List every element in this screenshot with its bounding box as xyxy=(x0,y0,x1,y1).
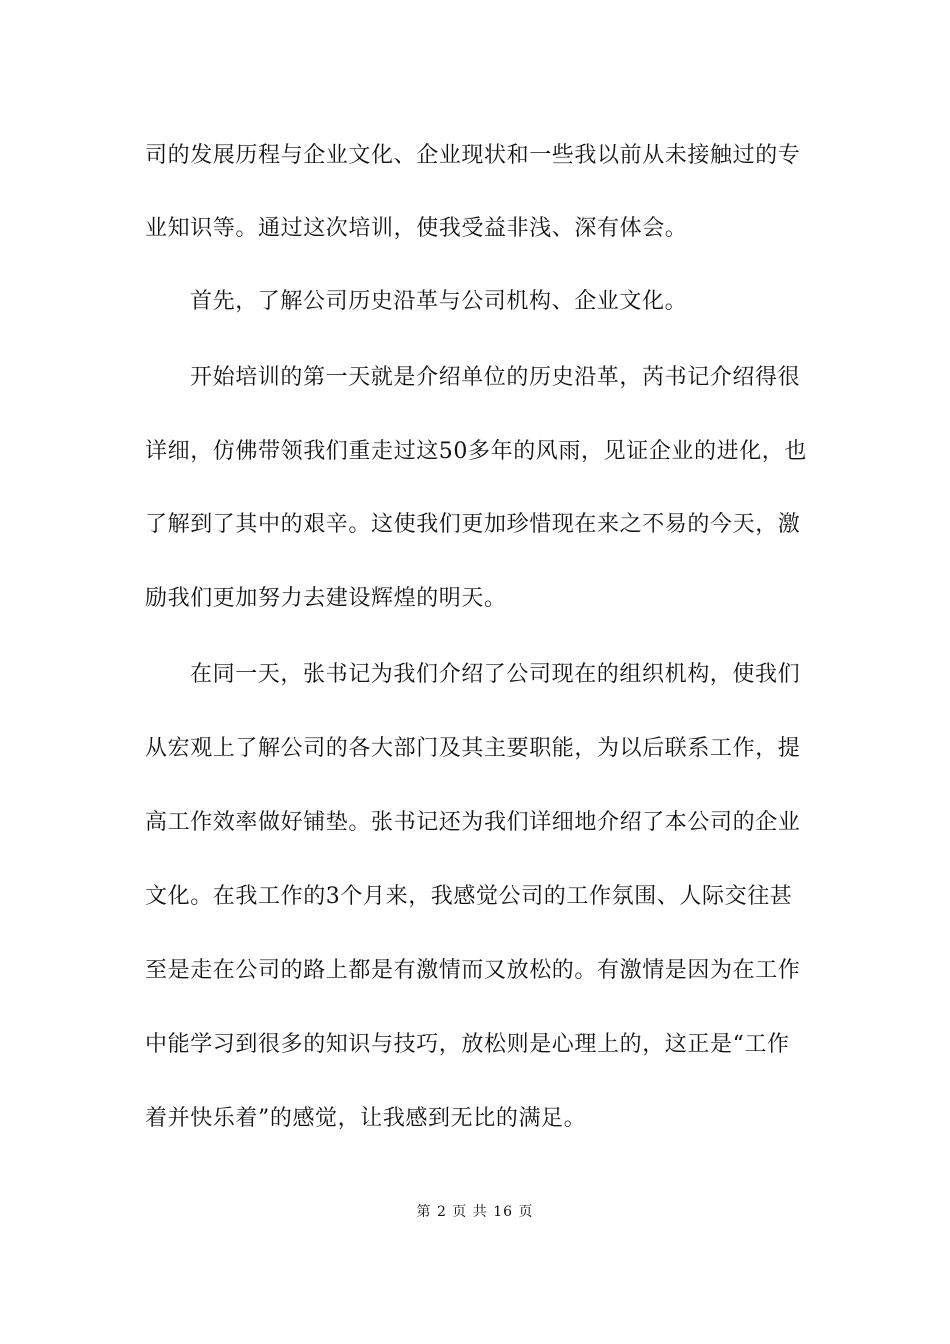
body-text-line: 着并快乐着”的感觉，让我感到无比的满足。 xyxy=(145,1106,587,1131)
body-text-line: 详细，仿佛带领我们重走过这50多年的风雨，见证企业的进化，也 xyxy=(145,439,807,464)
body-text-line: 首先，了解公司历史沿革与公司机构、企业文化。 xyxy=(190,289,688,314)
body-text-line: 至是走在公司的路上都是有激情而又放松的。有激情是因为在工作 xyxy=(145,958,801,983)
body-text-line: 业知识等。通过这次培训，使我受益非浅、深有体会。 xyxy=(145,216,688,241)
body-text-line: 了解到了其中的艰辛。这使我们更加珍惜现在来之不易的今天，激 xyxy=(145,512,801,537)
body-text-line: 司的发展历程与企业文化、企业现状和一些我以前从未接触过的专 xyxy=(145,143,801,168)
body-text-line: 高工作效率做好铺垫。张书记还为我们详细地介绍了本公司的企业 xyxy=(145,810,801,835)
body-text-line: 文化。在我工作的3个月来，我感觉公司的工作氛围、人际交往甚 xyxy=(145,884,793,909)
body-text-line: 在同一天，张书记为我们介绍了公司现在的组织机构，使我们 xyxy=(190,662,801,687)
body-text-line: 开始培训的第一天就是介绍单位的历史沿革，芮书记介绍得很 xyxy=(190,365,801,390)
page-number-footer: 第 2 页 共 16 页 xyxy=(416,1204,534,1220)
body-text-line: 从宏观上了解公司的各大部门及其主要职能，为以后联系工作，提 xyxy=(145,736,801,761)
body-text-line: 励我们更加努力去建设辉煌的明天。 xyxy=(145,586,507,611)
body-text-line: 中能学习到很多的知识与技巧，放松则是心理上的，这正是“工作 xyxy=(145,1032,790,1057)
